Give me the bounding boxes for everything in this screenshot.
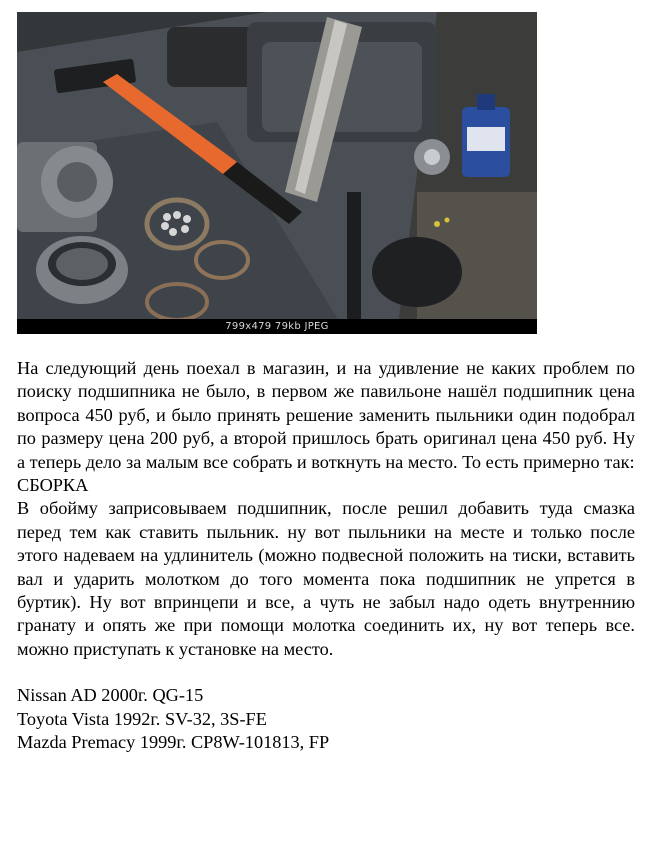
photo-caption: 799x479 79kb JPEG xyxy=(17,319,537,334)
workshop-photo-image xyxy=(17,12,537,334)
section-heading: СБОРКА xyxy=(17,475,89,496)
car-line-3: Mazda Premacy 1999г. CP8W-101813, FP xyxy=(17,732,330,753)
car-line-1: Nissan AD 2000г. QG-15 xyxy=(17,685,204,706)
spacer xyxy=(17,661,635,684)
paragraph-2: В обойму заприсовываем подшипник, после решил добавить туда смазка перед тем как ставить пыльник. ну вот пыльники на месте и только после этого надеваем на удлинитель (можно подвесной положить на тиски, вставить вал и ударить молотком до того момента пока подшипник не упрется в буртик). Ну вот впринцепи и все, а чуть не забыл надо одеть внутреннию гранату и опять же при помощи молотка соединить их, ну вот теперь все. можно приступать к установке на место. xyxy=(17,498,635,659)
paragraph-1: На следующий день поехал в магазин, и на удивление не каких проблем по поиску подшипника не было, в первом же павильоне нашёл подшипник цена вопроса 450 руб, и было принять решение заменить пыльники один подобрал по размеру цена 200 руб, а второй пришлось брать оригинал цена 450 руб. Ну а теперь дело за малым все собрать и воткнуть на место. То есть примерно так: xyxy=(17,358,635,472)
article-text xyxy=(17,357,635,755)
car-line-2: Toyota Vista 1992г. SV-32, 3S-FE xyxy=(17,708,267,729)
workshop-photo xyxy=(17,12,537,334)
